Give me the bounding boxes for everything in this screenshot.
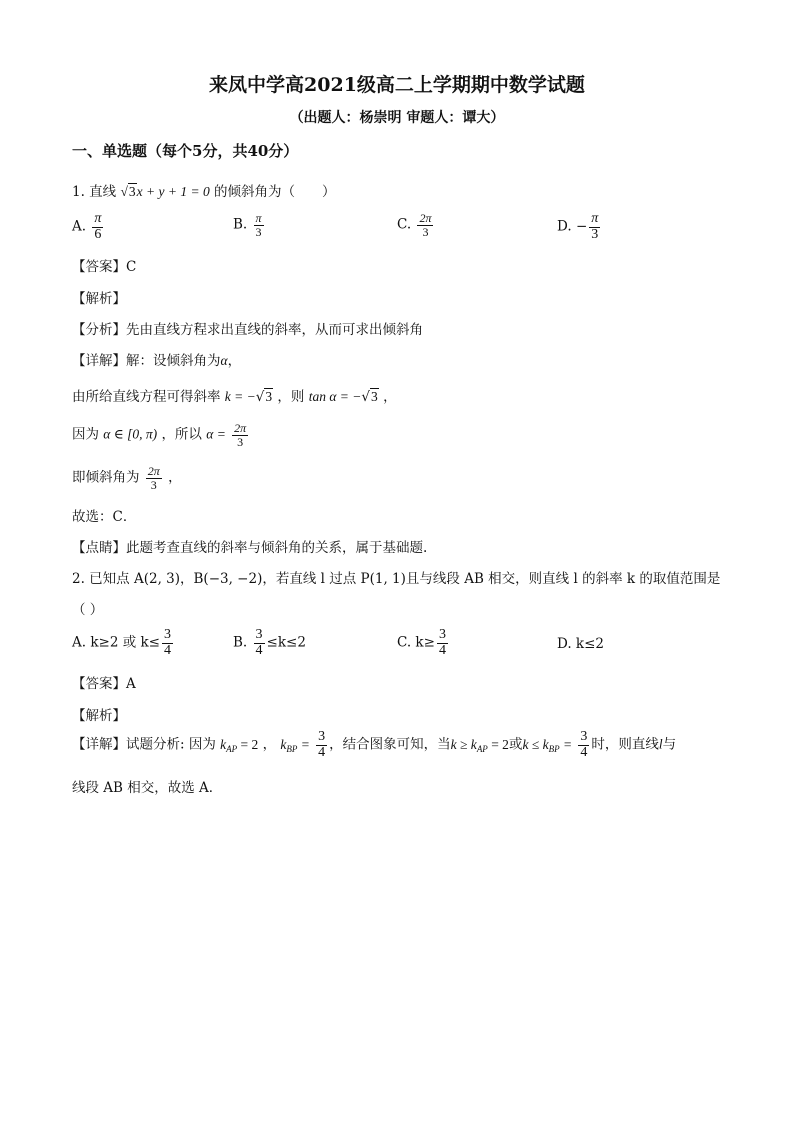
q1-dianjing: 【点睛】此题考查直线的斜率与倾斜角的关系，属于基础题. [72,540,428,556]
q2-answer: 【答案】A [72,676,136,692]
q1-option-a: A. $\frac{\pi}{6}$ [72,211,102,242]
q1-option-b: B. $\frac{\pi}{3}$ [233,211,262,239]
q2-detail: 【详解】试题分析: 因为 $k_{AP} = 2$ ， $k_{BP}$ = $\frac{3}{4}$ ，结合图象可知，当$k \ge k_{AP} = 2$或$k \le k_{BP}$ = $\frac{3}{4}$ 时，则直线l与 [72,729,677,760]
q1-fenxi: 【分析】先由直线方程求出直线的斜率，从而可求出倾斜角 [72,322,423,338]
page-subtitle: （出题人：杨崇明 审题人：谭大） [289,110,505,126]
q1-stem [72,180,336,200]
q2-option-c: C. k≥ $\frac{3}{4}$ [397,627,446,658]
q2-option-b: B. $\frac{3}{4}$ ≤k≤2 [233,627,306,658]
q1-step4: 即倾斜角为 $\frac{2\pi}{3}$ ， [72,464,182,492]
q2-option-a: A. k≥2 或 k≤ $\frac{3}{4}$ [72,627,171,658]
q1-stem-tail: 的倾斜角为（ ） [214,184,336,200]
q1-step2: 由所给直线方程可得斜率 k = −√3 ，则 tan α = −√3 ， [72,389,397,405]
q2-detail-end: 线段 AB 相交，故选 A． [72,780,223,796]
q2-option-d: D. k≤2 [557,636,605,652]
q1-step3: 因为 α ∈ [0, π) ，所以 α = $\frac{2\pi}{3}$ [72,421,247,449]
section-heading: 一、单选题（每个5分，共40分） [72,142,299,160]
q1-jiexi: 【解析】 [72,291,126,307]
page-title: 来凤中学高2021级高二上学期期中数学试题 [209,74,585,96]
q1-option-c: C. $\frac{2\pi}{3}$ [397,211,432,239]
q2-paren: （ ） [72,602,104,618]
q1-number: 1. 直线 [72,184,117,200]
q2-jiexi: 【解析】 [72,708,126,724]
q1-equation: √3x + y + 1 = 0 [120,184,210,199]
q2-stem: 2. 已知点 A(2, 3)，B(−3, −2)，若直线 l 过点 P(1, 1)且与线段 AB 相交，则直线 l 的斜率 k 的取值范围是 [72,571,721,587]
q1-answer: 【答案】C [72,259,137,275]
q1-option-d: D. − $\frac{\pi}{3}$ [557,211,599,242]
q1-step1: 【详解】解：设倾斜角为α， [72,353,242,369]
q1-step5: 故选：C． [72,509,137,525]
